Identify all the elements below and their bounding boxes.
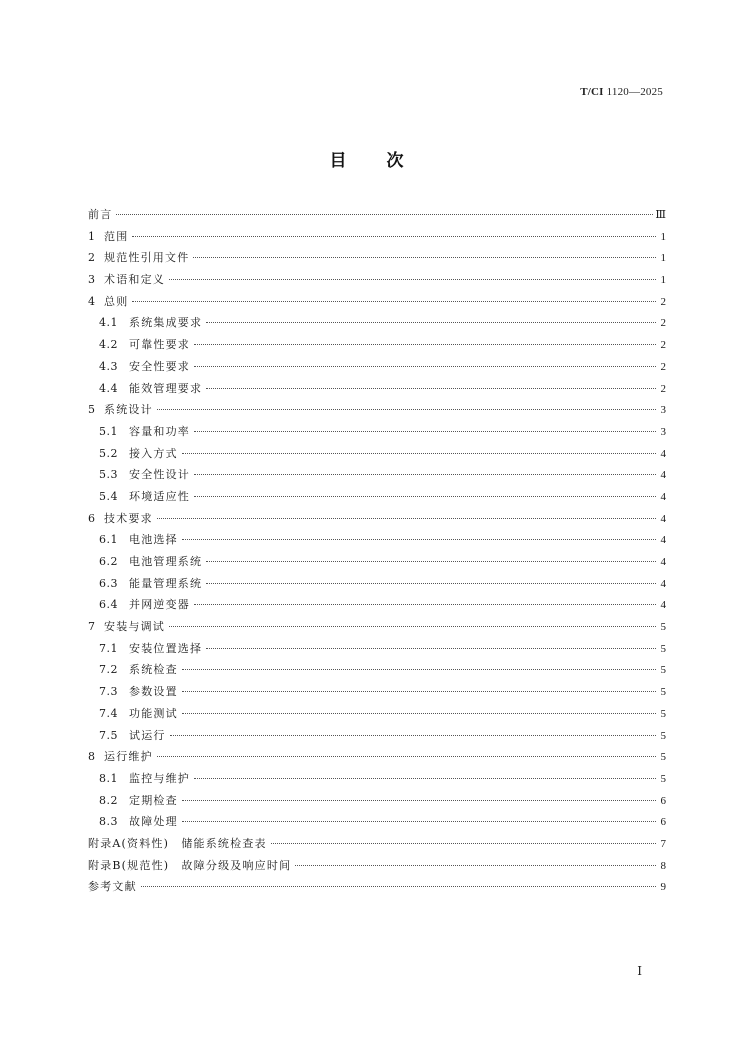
toc-entry[interactable] [88, 226, 666, 248]
toc-entry-page: 5 [660, 751, 666, 764]
toc-entry-number: 2 [88, 251, 96, 265]
toc-entry-number: 7.3 [99, 685, 118, 699]
table-of-contents [88, 204, 666, 898]
toc-entry[interactable] [88, 833, 666, 855]
standard-number: 1120—2025 [603, 86, 663, 98]
toc-entry-page: 4 [660, 599, 666, 612]
toc-entry-number: 6.3 [99, 576, 118, 590]
toc-entry-page: 9 [660, 881, 666, 894]
toc-dot-leader [206, 387, 656, 389]
toc-entry[interactable] [88, 508, 666, 530]
toc-entry-page: 5 [660, 729, 666, 742]
toc-entry[interactable] [88, 421, 666, 443]
toc-dot-leader [182, 799, 656, 801]
toc-dot-leader [194, 343, 656, 345]
toc-entry-page: 4 [660, 469, 666, 482]
toc-entry-page: 1 [660, 230, 666, 243]
toc-entry[interactable] [88, 659, 666, 681]
standard-prefix: T/CI [580, 86, 604, 98]
toc-entry-page: 5 [660, 772, 666, 785]
toc-entry[interactable] [88, 356, 666, 378]
toc-entry-title: 接入方式 [129, 446, 178, 460]
toc-entry-number: 8.1 [99, 771, 118, 785]
toc-dot-leader [206, 560, 656, 562]
toc-entry-number: 4 [88, 294, 96, 308]
toc-entry-number: 5.2 [99, 446, 118, 460]
toc-entry-title: 参数设置 [129, 685, 178, 699]
toc-dot-leader [182, 452, 656, 454]
toc-entry-number: 7.1 [99, 641, 118, 655]
toc-entry-title: 附录A(资料性) 储能系统检查表 [88, 836, 267, 850]
toc-dot-leader [295, 864, 656, 866]
toc-entry-title: 试运行 [129, 728, 166, 742]
toc-entry-page: 4 [660, 512, 666, 525]
toc-entry-page: 5 [660, 642, 666, 655]
toc-entry-number: 6 [88, 511, 96, 525]
toc-entry-page: 4 [660, 534, 666, 547]
toc-dot-leader [169, 625, 656, 627]
toc-dot-leader [194, 777, 656, 779]
toc-entry-number: 5.1 [99, 424, 118, 438]
toc-dot-leader [132, 300, 656, 302]
toc-entry-page: 5 [660, 707, 666, 720]
toc-entry[interactable] [88, 312, 666, 334]
toc-entry-number: 1 [88, 229, 96, 243]
toc-entry[interactable] [88, 725, 666, 747]
toc-entry[interactable] [88, 638, 666, 660]
toc-entry-title: 范围 [104, 229, 129, 243]
toc-entry-title: 故障处理 [129, 815, 178, 829]
toc-dot-leader [182, 690, 656, 692]
toc-entry-number: 8.3 [99, 815, 118, 829]
toc-entry-page: 4 [660, 577, 666, 590]
toc-entry-page: 5 [660, 664, 666, 677]
toc-entry-page: 7 [660, 837, 666, 850]
toc-entry[interactable] [88, 247, 666, 269]
toc-dot-leader [169, 278, 656, 280]
toc-entry-page: 3 [660, 425, 666, 438]
toc-entry-title: 附录B(规范性) 故障分级及响应时间 [88, 858, 292, 872]
toc-entry-title: 安装与调试 [104, 620, 165, 634]
toc-entry-title: 并网逆变器 [129, 598, 190, 612]
toc-dot-leader [157, 755, 656, 757]
toc-entry[interactable] [88, 876, 666, 898]
toc-dot-leader [194, 473, 656, 475]
toc-entry-page: Ⅲ [655, 209, 666, 221]
toc-entry-title: 运行维护 [104, 750, 153, 764]
toc-entry-number: 5.4 [99, 489, 118, 503]
toc-dot-leader [271, 842, 656, 844]
toc-entry[interactable] [88, 811, 666, 833]
toc-entry-title: 安全性要求 [129, 359, 190, 373]
toc-entry-title: 环境适应性 [129, 489, 190, 503]
toc-entry-number: 7.5 [99, 728, 118, 742]
toc-entry-page: 2 [660, 339, 666, 352]
toc-entry-page: 4 [660, 490, 666, 503]
toc-entry-page: 2 [660, 295, 666, 308]
toc-dot-leader [157, 408, 656, 410]
toc-entry-title: 容量和功率 [129, 424, 190, 438]
toc-entry[interactable] [88, 855, 666, 877]
toc-dot-leader [194, 365, 656, 367]
toc-entry-title: 能效管理要求 [129, 381, 203, 395]
toc-entry-page: 5 [660, 686, 666, 699]
toc-entry[interactable] [88, 790, 666, 812]
toc-dot-leader [182, 538, 656, 540]
toc-entry-number: 4.3 [99, 359, 118, 373]
toc-entry-number: 6.4 [99, 598, 118, 612]
toc-entry[interactable] [88, 269, 666, 291]
toc-entry-number: 5 [88, 403, 96, 417]
toc-entry-page: 2 [660, 382, 666, 395]
toc-entry-page: 1 [660, 252, 666, 265]
toc-entry[interactable] [88, 443, 666, 465]
toc-entry-page: 8 [660, 859, 666, 872]
toc-entry[interactable] [88, 594, 666, 616]
toc-entry-number: 8.2 [99, 793, 118, 807]
toc-entry-title: 参考文献 [88, 880, 137, 894]
toc-entry-title: 总则 [104, 294, 129, 308]
page-number: Ⅰ [637, 964, 642, 978]
toc-entry-number: 5.3 [99, 468, 118, 482]
toc-entry-page: 1 [660, 274, 666, 287]
toc-entry-page: 4 [660, 447, 666, 460]
toc-dot-leader [206, 321, 656, 323]
toc-entry-page: 2 [660, 317, 666, 330]
toc-entry[interactable] [88, 551, 666, 573]
toc-entry-page: 6 [660, 794, 666, 807]
toc-entry-title: 技术要求 [104, 511, 153, 525]
toc-entry-page: 5 [660, 621, 666, 634]
toc-entry-number: 8 [88, 750, 96, 764]
toc-entry[interactable] [88, 378, 666, 400]
toc-entry-title: 功能测试 [129, 706, 178, 720]
toc-entry[interactable] [88, 529, 666, 551]
toc-dot-leader [194, 603, 656, 605]
toc-entry-page: 3 [660, 404, 666, 417]
toc-entry-page: 6 [660, 816, 666, 829]
toc-entry[interactable] [88, 464, 666, 486]
toc-entry-title: 系统设计 [104, 403, 153, 417]
toc-entry-number: 7.2 [99, 663, 118, 677]
toc-entry[interactable] [88, 399, 666, 421]
toc-entry-number: 7 [88, 620, 96, 634]
toc-entry-title: 安全性设计 [129, 468, 190, 482]
toc-dot-leader [132, 235, 656, 237]
toc-entry-title: 定期检查 [129, 793, 178, 807]
toc-entry-number: 6.2 [99, 555, 118, 568]
toc-entry[interactable] [88, 768, 666, 790]
toc-entry[interactable] [88, 746, 666, 768]
standard-code [580, 86, 663, 98]
toc-dot-leader [170, 734, 656, 736]
toc-dot-leader [206, 582, 656, 584]
toc-entry-number: 4.1 [99, 316, 118, 330]
toc-dot-leader [206, 647, 656, 649]
toc-dot-leader [194, 430, 656, 432]
toc-entry-title: 电池管理系统 [129, 555, 203, 568]
toc-entry-title: 前言 [88, 208, 113, 221]
toc-entry-title: 规范性引用文件 [104, 251, 190, 265]
toc-entry-title: 电池选择 [129, 533, 178, 547]
toc-entry-title: 可靠性要求 [129, 338, 190, 352]
toc-dot-leader [182, 712, 656, 714]
toc-entry-number: 4.2 [99, 338, 118, 352]
toc-dot-leader [157, 517, 656, 519]
toc-entry-title: 能量管理系统 [129, 576, 203, 590]
toc-entry-title: 安装位置选择 [129, 641, 203, 655]
toc-entry[interactable] [88, 573, 666, 595]
toc-entry-title: 监控与维护 [129, 771, 190, 785]
toc-entry[interactable] [88, 616, 666, 638]
toc-dot-leader [193, 256, 656, 258]
toc-entry[interactable] [88, 291, 666, 313]
toc-entry[interactable] [88, 486, 666, 508]
toc-entry-page: 4 [660, 556, 666, 568]
toc-entry-title: 术语和定义 [104, 273, 165, 287]
toc-dot-leader [141, 885, 656, 887]
toc-entry-number: 3 [88, 273, 96, 287]
page-title: 目次 [329, 151, 444, 171]
toc-entry-number: 6.1 [99, 533, 118, 547]
toc-entry-title: 系统检查 [129, 663, 178, 677]
toc-dot-leader [182, 820, 656, 822]
toc-entry[interactable] [88, 334, 666, 356]
toc-entry-number: 4.4 [99, 381, 118, 395]
toc-dot-leader [194, 495, 656, 497]
toc-entry[interactable] [88, 681, 666, 703]
toc-entry[interactable] [88, 703, 666, 725]
toc-entry-title: 系统集成要求 [129, 316, 203, 330]
toc-entry-page: 2 [660, 360, 666, 373]
toc-dot-leader [116, 213, 653, 215]
toc-entry[interactable] [88, 204, 666, 226]
toc-entry-number: 7.4 [99, 706, 118, 720]
toc-dot-leader [182, 668, 656, 670]
